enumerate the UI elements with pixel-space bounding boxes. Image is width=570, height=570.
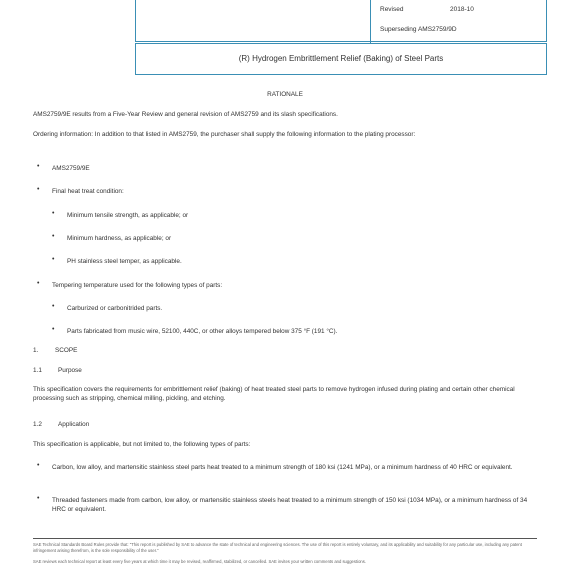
list-item: Parts fabricated from music wire, 52100, 440C, or other alloys tempered below 375 °F (191 °C).: [67, 328, 338, 335]
bullet-icon: •: [52, 256, 55, 263]
list-item: PH stainless steel temper, as applicable.: [67, 258, 182, 265]
revised-date: 2018-10: [450, 6, 474, 13]
document-title: (R) Hydrogen Embrittlement Relief (Baking) of Steel Parts: [238, 54, 444, 63]
superseding-label: Superseding AMS2759/9D: [380, 26, 457, 33]
section-heading: SCOPE: [55, 347, 78, 354]
list-item: Carbon, low alloy, and martensitic stainless steel parts heat treated to a minimum strength of 180 ksi (1241 MPa), or a minimum hardness of 40 HRC or equivalent.: [52, 464, 513, 471]
ordering-information: Ordering information: In addition to that listed in AMS2759, the purchaser shall supply the following information to the plating processor:: [33, 131, 416, 138]
list-item: Final heat treat condition:: [52, 188, 124, 195]
bullet-icon: •: [37, 462, 40, 469]
section-heading: Purpose: [58, 367, 82, 374]
bullet-icon: •: [52, 233, 55, 240]
application-paragraph: This specification is applicable, but not limited to, the following types of parts:: [33, 441, 251, 448]
purpose-paragraph: This specification covers the requirements for embrittlement relief (baking) of heat treated steel parts to remove hydrogen infused during plating and certain other chemical processing such as stripping, chemical milling, pickling, and etching.: [33, 386, 515, 402]
bullet-icon: •: [37, 163, 40, 170]
header-box: [135, 0, 547, 42]
footer-rule: [33, 538, 537, 539]
section-heading: Application: [58, 421, 90, 428]
list-item: Minimum tensile strength, as applicable; or: [67, 212, 189, 219]
footer-notice: SAE Technical Standards Board Rules provide that: "This report is published by SAE to advance the state of technical and engineering sciences. The use of this report is entirely voluntary, and its applicability and suitability for any particular use, including any patent infringement arising therefrom, is the sole responsibility of the user.": [33, 542, 522, 553]
list-item: Threaded fasteners made from carbon, low alloy, or martensitic stainless steels heat treated to a minimum strength of 150 ksi (1034 MPa), or a minimum hardness of 34 HRC or equivalent.: [52, 497, 528, 513]
list-item: Minimum hardness, as applicable; or: [67, 235, 172, 242]
header-divider: [370, 0, 371, 43]
revised-label: Revised: [380, 6, 404, 13]
list-item: Carburized or carbonitrided parts.: [67, 305, 163, 312]
list-item: Tempering temperature used for the following types of parts:: [52, 282, 223, 289]
bullet-icon: •: [37, 495, 40, 502]
bullet-icon: •: [52, 303, 55, 310]
section-number: 1.2: [33, 421, 42, 428]
footer-review-notice: SAE reviews each technical report at least every five years at which time it may be revised, reaffirmed, stabilized, or cancelled. SAE invites your written comments and suggestions.: [33, 559, 366, 564]
section-number: 1.1: [33, 367, 42, 374]
bullet-icon: •: [52, 326, 55, 333]
bullet-icon: •: [37, 186, 40, 193]
section-number: 1.: [33, 347, 39, 354]
list-item: AMS2759/9E: [52, 165, 90, 172]
bullet-icon: •: [52, 210, 55, 217]
title-box: [135, 43, 547, 75]
rationale-paragraph: AMS2759/9E results from a Five-Year Review and general revision of AMS2759 and its slash specifications.: [33, 111, 338, 118]
bullet-icon: •: [37, 280, 40, 287]
rationale-heading: RATIONALE: [267, 91, 303, 98]
